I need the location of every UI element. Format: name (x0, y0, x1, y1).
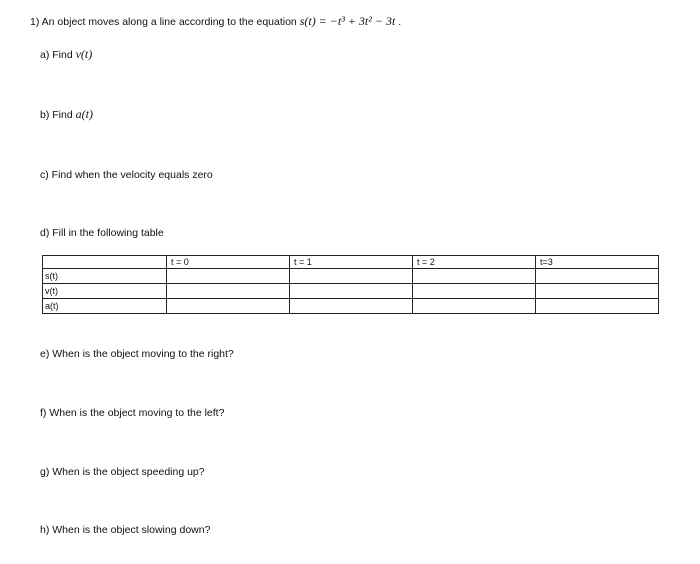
question-period: . (398, 16, 402, 28)
part-b-label: b) Find (40, 109, 73, 121)
table-header-t3: t=3 (536, 256, 659, 269)
part-a-expr: v(t) (75, 47, 93, 61)
part-h: h) When is the object slowing down? (40, 524, 211, 536)
table-row (43, 269, 659, 284)
table-cell (290, 299, 413, 314)
table-cell (536, 299, 659, 314)
table-header-blank (43, 256, 167, 269)
question-1 (30, 14, 401, 29)
values-table (42, 255, 659, 314)
table-cell (167, 269, 290, 284)
question-intro: 1) An object moves along a line according to the equation (30, 16, 297, 28)
table-cell (290, 269, 413, 284)
table-cell (413, 269, 536, 284)
part-d: d) Fill in the following table (40, 227, 164, 239)
table-header-t1: t = 1 (290, 256, 413, 269)
part-c: c) Find when the velocity equals zero (40, 169, 213, 181)
table-cell (536, 284, 659, 299)
part-f: f) When is the object moving to the left? (40, 407, 225, 419)
part-a-label: a) Find (40, 49, 73, 61)
table-cell (290, 284, 413, 299)
table-cell (413, 299, 536, 314)
table-row (43, 284, 659, 299)
table-cell (536, 269, 659, 284)
table-header-t0: t = 0 (167, 256, 290, 269)
table-header-row (43, 256, 659, 269)
table-row (43, 299, 659, 314)
part-e: e) When is the object moving to the right? (40, 348, 234, 360)
part-g: g) When is the object speeding up? (40, 466, 205, 478)
row-label-a: a(t) (43, 299, 167, 314)
part-b (40, 107, 93, 122)
table-header-t2: t = 2 (413, 256, 536, 269)
table-cell (167, 284, 290, 299)
row-label-v: v(t) (43, 284, 167, 299)
row-label-s: s(t) (43, 269, 167, 284)
part-a (40, 47, 92, 62)
part-b-expr: a(t) (75, 107, 93, 121)
table-cell (167, 299, 290, 314)
position-equation: s(t) = −t³ + 3t² − 3t (299, 14, 396, 28)
table-cell (413, 284, 536, 299)
